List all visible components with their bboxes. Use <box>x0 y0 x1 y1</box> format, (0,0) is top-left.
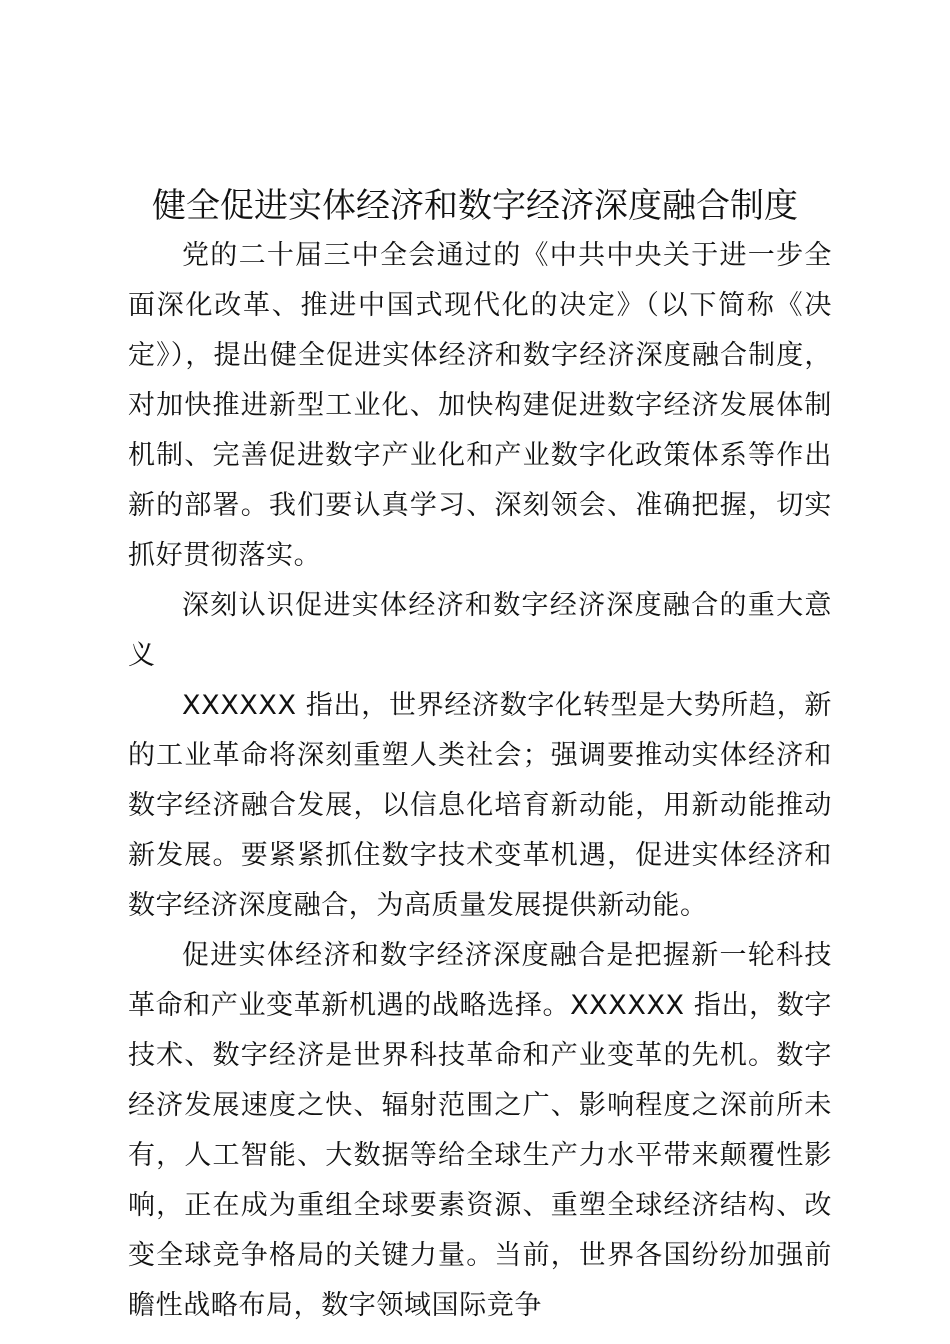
paragraph-strategy: 促进实体经济和数字经济深度融合是把握新一轮科技革命和产业变革新机遇的战略选择。XXXXXX 指出，数字技术、数字经济是世界科技革命和产业变革的先机。数字经济发展速度之快、辐射范围之广、影响程度之深前所未有，人工智能、大数据等给全球生产力水平带来颠覆性影响，正在成为重组全球要素资源、重塑全球经济结构、改变全球竞争格局的关键力量。当前，世界各国纷纷加强前瞻性战略布局，数字领域国际竞争 <box>128 940 832 1321</box>
section-heading: 深刻认识促进实体经济和数字经济深度融合的重大意义 <box>128 590 832 671</box>
document-title: 健全促进实体经济和数字经济深度融合制度 <box>152 186 798 226</box>
paragraph-quote: XXXXXX 指出，世界经济数字化转型是大势所趋，新的工业革命将深刻重塑人类社会；强调要推动实体经济和数字经济融合发展，以信息化培育新动能，用新动能推动新发展。要紧紧抓住数字技术变革机遇，促进实体经济和数字经济深度融合，为高质量发展提供新动能。 <box>128 690 832 921</box>
document-body <box>128 231 832 1331</box>
paragraph-intro: 党的二十届三中全会通过的《中共中央关于进一步全面深化改革、推进中国式现代化的决定》（以下简称《决定》），提出健全促进实体经济和数字经济深度融合制度，对加快推进新型工业化、加快构建促进数字经济发展体制机制、完善促进数字产业化和产业数字化政策体系等作出新的部署。我们要认真学习、深刻领会、准确把握，切实抓好贯彻落实。 <box>128 240 832 571</box>
